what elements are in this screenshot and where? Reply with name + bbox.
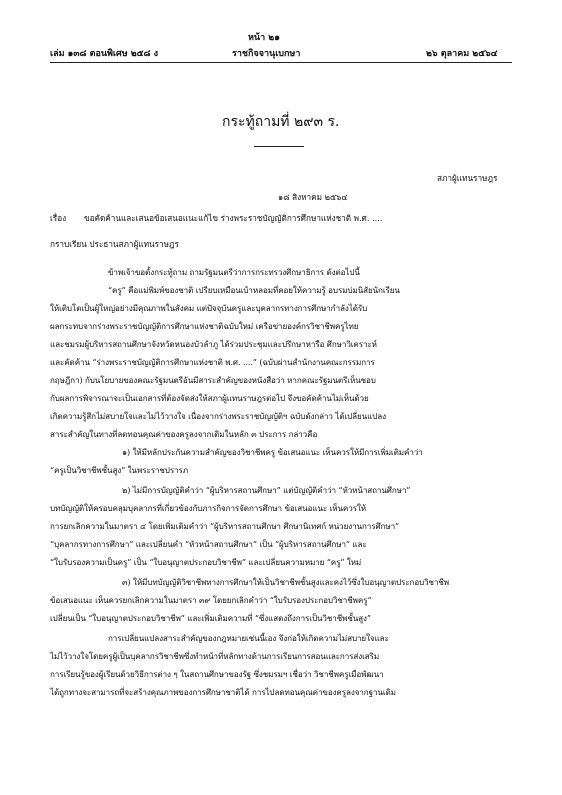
body-line: “บุคลากรทางการศึกษา” และเปลี่ยนคำ “หัวหน้าสถานศึกษา” เป็น “ผู้บริหารสถานศึกษา” และ (50, 539, 367, 549)
addressee: สภาผู้แทนราษฎร (437, 173, 498, 183)
body-line: ได้ถูกทางจะสามารถที่จะสร้างคุณภาพของการศึกษาชาติได้ การไปลดทอนคุณค่าของครูลงจากฐานเดิม (50, 687, 396, 697)
body-line: การเปลี่ยนแปลงสาระสำคัญของกฎหมายเช่นนี้เอง จึงก่อให้เกิดความไม่สบายใจและ (108, 633, 389, 643)
body-line: “ใบรับรองความเป็นครู” เป็น “ใบอนุญาตประกอบวิชาชีพ” และเปลี่ยนความหมาย “ครู” ใหม่ (50, 557, 362, 567)
page-title: กระทู้ถามที่ ๒๙๓ ร. (222, 114, 340, 130)
body-line: “ครู” คือแม่พิมพ์ของชาติ เปรียบเหมือนเบ้าหลอมที่คอยให้ความรู้ อบรมบ่มนิสัยนักเรียน (108, 285, 400, 295)
body-line: สาระสำคัญในทางที่ลดทอนคุณค่าของครูลงจากเดิมในหลัก ๓ ประการ กล่าวคือ (50, 429, 318, 439)
body-line: และชมรมผู้บริหารสถานศึกษาจังหวัดหนองบัวลำภู ได้ร่วมประชุมและปรึกษาหารือ ศึกษาวิเคราะห์ (50, 339, 377, 349)
gazette-name: ราชกิจจานุเบกษา (232, 49, 301, 59)
body-line: ๑) ให้มีหลักประกันความสำคัญของวิชาชีพครู ข้อเสนอแนะ เห็นควรให้มีการเพิ่มเติมคำว่า (122, 447, 423, 457)
gazette-volume: เล่ม ๑๓๘ ตอนพิเศษ ๒๕๘ ง (50, 49, 159, 59)
body-line: กฤษฎีกา) กับนโยบายของคณะรัฐมนตรีอันมีสาระสำคัญของหนังสือว่า หากคณะรัฐมนตรีเห็นชอบ (50, 375, 376, 385)
body-line: กับผลการพิจารณาจะเป็นเอกสารที่ต้องจัดส่งให้สภาผู้แทนราษฎรต่อไป จึงขอคัดค้านไม่เห็นด้วย (50, 393, 369, 403)
page-number: หน้า ๒๑ (248, 33, 280, 43)
subject-text: ขอคัดค้านและเสนอข้อเสนอแนะแก้ไข ร่างพระราชบัญญัติการศึกษาแห่งชาติ พ.ศ. .... (84, 213, 383, 223)
salutation: กราบเรียน ประธานสภาผู้แทนราษฎร (50, 239, 179, 249)
gazette-date: ๒๖ ตุลาคม ๒๕๖๔ (426, 49, 498, 59)
body-line: ผลกระทบจากร่างพระราชบัญญัติการศึกษาแห่งชาติฉบับใหม่ เครือข่ายองค์กรวิชาชีพครูไทย (50, 321, 359, 331)
body-line: การเรียนรู้ของผู้เรียนด้วยวิธีการต่าง ๆ ในสถานศึกษาของรัฐ ซึ่งชมรมฯ เชื่อว่า วิชาชีพครูเมื่อพัฒนา (50, 669, 384, 679)
body-line: เปลี่ยนเป็น “ใบอนุญาตประกอบวิชาชีพ” และเพิ่มเติมความที่ “ซึ่งแสดงถึงการเป็นวิชาชีพชั้นสูง” (50, 613, 371, 623)
body-line: ข้าพเจ้าขอตั้งกระทู้ถาม ถามรัฐมนตรีว่าการกระทรวงศึกษาธิการ ดังต่อไปนี้ (108, 267, 360, 277)
body-line: บทบัญญัติให้ครอบคลุมบุคลากรที่เกี่ยวข้องกับภารกิจการจัดการศึกษา ข้อเสนอแนะ เห็นควรให้ (50, 503, 367, 513)
body-line: ๒) ไม่มีการบัญญัติคำว่า “ผู้บริหารสถานศึกษา” แต่บัญญัติคำว่า “หัวหน้าสถานศึกษา” (122, 485, 411, 495)
body-line: ๓) ให้มีบทบัญญัติวิชาชีพทางการศึกษาให้เป็นวิชาชีพชั้นสูงและคงไว้ซึ่งใบอนุญาตประกอบวิชาชีพ (122, 577, 450, 587)
title-underline (254, 146, 304, 147)
body-line: การยกเลิกความในมาตรา ๔ โดยเพิ่มเติมคำว่า “ผู้บริหารสถานศึกษา ศึกษานิเทศก์ หน่วยงานการศึกษา” (50, 521, 400, 531)
header-rule (50, 62, 512, 63)
body-line: เกิดความรู้สึกไม่สบายใจและไม่ไว้วางใจ เนื่องจากร่างพระราชบัญญัติฯ ฉบับดังกล่าว ได้เปลี่ยนแปลง (50, 411, 386, 421)
body-line: และคัดค้าน “ร่างพระราชบัญญัติการศึกษาแห่งชาติ พ.ศ. ....” (ฉบับผ่านสำนักงานคณะกรรมการ (50, 357, 375, 367)
body-line: ให้เติบโตเป็นผู้ใหญ่อย่างมีคุณภาพในสังคม แต่ปัจจุบันครูและบุคลากรทางการศึกษากำลังได้รับ (50, 303, 368, 313)
body-line: “ครูเป็นวิชาชีพชั้นสูง” ในพระราชปรารภ (50, 465, 188, 475)
letter-date: ๑๘ สิงหาคม ๒๕๖๔ (278, 192, 348, 202)
subject-label: เรื่อง (50, 213, 67, 223)
body-line: ไม่ไว้วางใจโดยครูผู้เป็นบุคลากรวิชาชีพซึ่งทำหน้าที่หลักทางด้านการเรียนการสอนและการส่งเสริม (50, 651, 380, 661)
body-line: ข้อเสนอแนะ เห็นควรยกเลิกความในมาตรา ๓๙ โดยยกเลิกคำว่า “ใบรับรองประกอบวิชาชีพครู” (50, 595, 372, 605)
